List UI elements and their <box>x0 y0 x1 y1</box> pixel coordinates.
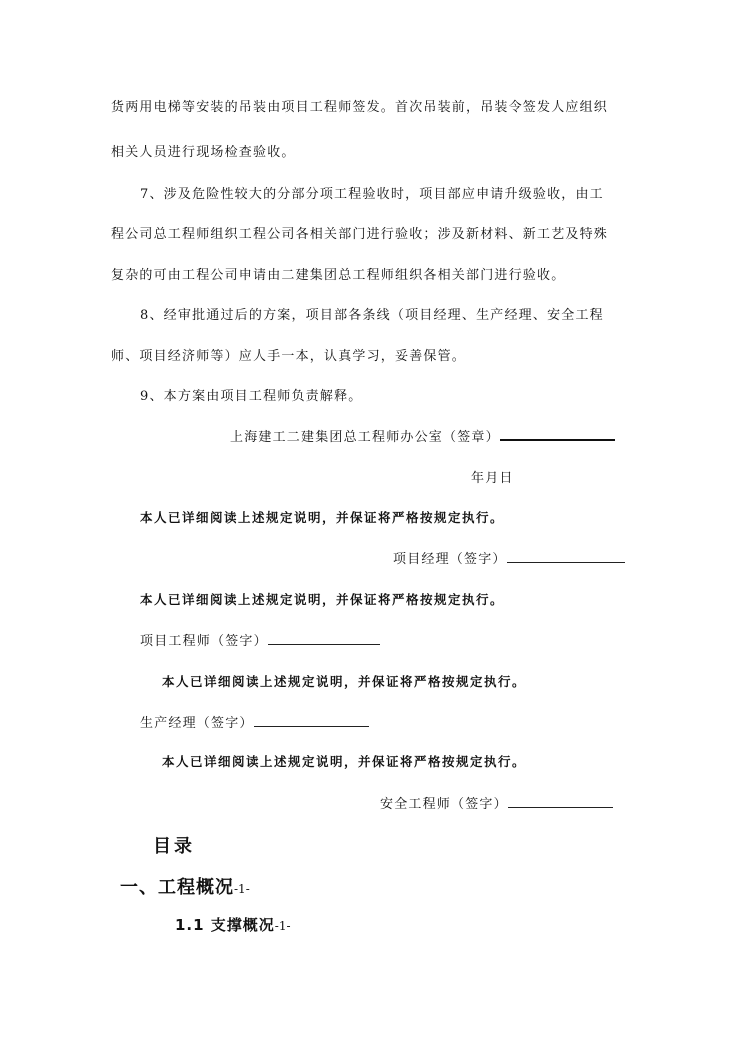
paragraph-line: 师、项目经济师等）应人手一本，认真学习，妥善保管。 <box>111 349 467 364</box>
paragraph-line: 货两用电梯等安装的吊装由项目工程师签发。首次吊装前，吊装令签发人应组织 <box>111 100 609 115</box>
paragraph-line: 8、经审批通过后的方案，项目部各条线（项目经理、生产经理、安全工程 <box>140 308 604 323</box>
engineer-signature-label: 项目工程师（签字） <box>140 634 268 649</box>
paragraph-line: 复杂的可由工程公司申请由二建集团总工程师组织各相关部门进行验收。 <box>111 268 566 283</box>
paragraph-line: 7、涉及危险性较大的分部分项工程验收时，项目部应申请升级验收，由工 <box>140 187 604 202</box>
safety-signature-line[interactable] <box>508 795 613 808</box>
declaration: 本人已详细阅读上述规定说明，并保证将严格按规定执行。 <box>140 592 505 607</box>
toc-item-label: 1.1 支撑概况 <box>175 916 275 934</box>
production-signature-row <box>140 712 369 731</box>
pm-signature-line[interactable] <box>507 550 625 563</box>
toc-item-label: 一、工程概况 <box>120 877 234 898</box>
production-signature-line[interactable] <box>254 714 369 727</box>
declaration: 本人已详细阅读上述规定说明，并保证将严格按规定执行。 <box>140 510 505 525</box>
production-signature-label: 生产经理（签字） <box>140 716 254 731</box>
engineer-signature-line[interactable] <box>268 632 380 645</box>
pm-signature-label: 项目经理（签字） <box>393 552 507 567</box>
engineer-signature-row <box>140 630 380 649</box>
safety-signature-label: 安全工程师（签字） <box>380 797 508 812</box>
safety-signature-row <box>380 793 613 812</box>
toc-item[interactable] <box>120 873 250 899</box>
toc-page-number: -1- <box>234 882 250 896</box>
toc-title: 目录 <box>153 836 195 857</box>
toc-page-number: -1- <box>274 919 291 933</box>
paragraph-line: 相关人员进行现场检查验收。 <box>111 145 296 160</box>
declaration: 本人已详细阅读上述规定说明，并保证将严格按规定执行。 <box>162 674 527 689</box>
office-seal-row <box>230 426 615 445</box>
paragraph-line: 程公司总工程师组织工程公司各相关部门进行验收；涉及新材料、新工艺及特殊 <box>111 227 609 242</box>
office-seal-label: 上海建工二建集团总工程师办公室（签章） <box>230 430 500 445</box>
office-seal-line[interactable] <box>500 427 615 441</box>
declaration: 本人已详细阅读上述规定说明，并保证将严格按规定执行。 <box>162 754 527 769</box>
date-label: 年月日 <box>471 471 514 486</box>
pm-signature-row <box>393 548 625 567</box>
paragraph-line: 9、本方案由项目工程师负责解释。 <box>140 389 363 404</box>
toc-item[interactable] <box>175 914 291 935</box>
